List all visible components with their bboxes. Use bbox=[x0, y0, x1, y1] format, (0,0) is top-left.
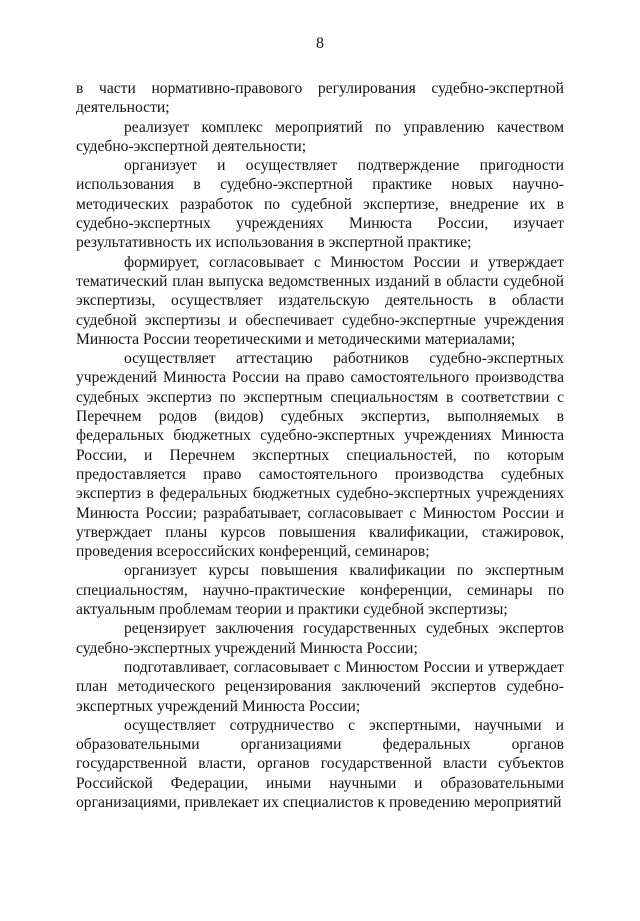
page-number: 8 bbox=[316, 35, 324, 52]
paragraph-publishing-plan: формирует, согласовывает с Минюстом России и утверждает тематический план выпуска ведомственных изданий в области судебной экспертизы, осуществляет издательскую деятельность в области судебной экспертизы и обеспечивает судебно-экспертные учреждения Минюста России теоретическими и методическими материалами; bbox=[76, 253, 564, 348]
paragraph-review-plan: подготавливает, согласовывает с Минюстом России и утверждает план методического рецензирования заключений экспертов судебно-экспертных учреждений Минюста России; bbox=[76, 658, 564, 715]
paragraph-courses: организует курсы повышения квалификации по экспертным специальностям, научно-практические конференции, семинары по актуальным проблемам теории и практики судебной экспертизы; bbox=[76, 562, 564, 619]
document-body bbox=[76, 79, 564, 812]
paragraph-review: рецензирует заключения государственных судебных экспертов судебно-экспертных учреждений Минюста России; bbox=[76, 620, 564, 657]
paragraph-quality-management: реализует комплекс мероприятий по управлению качеством судебно-экспертной деятельности; bbox=[76, 118, 564, 155]
paragraph-cooperation: осуществляет сотрудничество с экспертными, научными и образовательными организациями федеральных органов государственной власти, органов государственной власти субъектов Российской Федерации, иными научными и образовательными организациями, привлекает их специалистов к проведению мероприятий bbox=[76, 716, 564, 811]
paragraph-attestation: осуществляет аттестацию работников судебно-экспертных учреждений Минюста России на право самостоятельного производства судебных экспертиз по экспертным специальностям в соответствии с Перечнем родов (видов) судебных экспертиз, выполняемых в федеральных бюджетных судебно-экспертных учреждениях Минюста России, и Перечнем экспертных специальностей, по которым предоставляется право самостоятельного производства судебных экспертиз в федеральных бюджетных судебно-экспертных учреждениях Минюста России; разрабатывает, согласовывает с Минюстом России и утверждает планы курсов повышения квалификации, стажировок, проведения всероссийских конференций, семинаров; bbox=[76, 350, 564, 561]
paragraph-methodology-validation: организует и осуществляет подтверждение пригодности использования в судебно-экспертной практике новых научно-методических разработок по судебной экспертизе, внедрение их в судебно-экспертных учреждениях Минюста России, изучает результативность их использования в экспертной практике; bbox=[76, 157, 564, 252]
paragraph-continuation: в части нормативно-правового регулирования судебно-экспертной деятельности; bbox=[76, 80, 564, 117]
